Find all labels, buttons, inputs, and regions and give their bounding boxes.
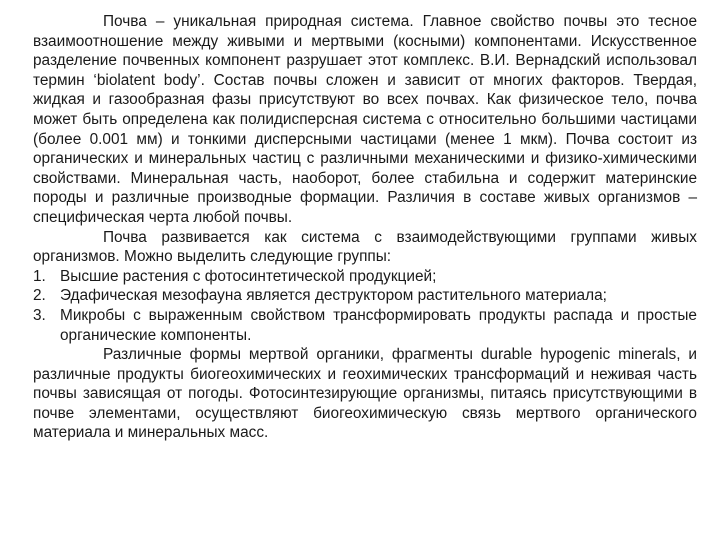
list-item-text: Высшие растения с фотосинтетической продукцией; <box>60 267 437 285</box>
list-item-text: Эдафическая мезофауна является деструктором растительного материала; <box>60 287 607 305</box>
paragraph-soil-system: Почва – уникальная природная система. Главное свойство почвы это тесное взаимоотношение между живыми и мертвыми (косными) компонентами. Искусственное разделение почвенных компонент разрушает этот комплекс. В.И. Вернадский использовал термин ‘biolatent body’. Состав почвы сложен и зависит от многих факторов. Твердая, жидкая и газообразная фазы присутствуют во всех почвах. Как физическое тело, почва может быть определена как полидисперсная система с относительно большими частицами (более 0.001 мм) и тонкими дисперсными частицами (менее 1 мкм). Почва состоит из органических и минеральных частиц с различными механическими и физико-химическими свойствами. Минеральная часть, наоборот, более стабильна и содержит материнские породы и различные производные формации. Различия в составе живых организмов – специфическая черта любой почвы. <box>33 13 697 226</box>
paragraph-soil-groups: Почва развивается как система с взаимодействующими группами живых организмов. Можно выделить следующие группы: <box>33 228 697 266</box>
list-item <box>33 286 697 306</box>
list-item-text: Микробы с выраженным свойством трансформировать продукты распада и простые органические компоненты. <box>60 306 697 344</box>
list-item-number: 2. <box>33 287 46 305</box>
document-body <box>33 12 697 443</box>
list-item <box>33 306 697 345</box>
paragraph-dead-organics: Различные формы мертвой органики, фрагменты durable hypogenic minerals, и различные продукты биогеохимических и геохимических трансформаций и неживая часть почвы зависящая от погоды. Фотосинтезирующие организмы, питаясь присутствующими в почве элементами, осуществляют биогеохимическую связь мертвого органического материала и минеральных масс. <box>33 346 697 442</box>
list-item <box>33 267 697 287</box>
list-item-number: 1. <box>33 267 46 285</box>
groups-list <box>33 267 697 345</box>
list-item-number: 3. <box>33 306 46 324</box>
